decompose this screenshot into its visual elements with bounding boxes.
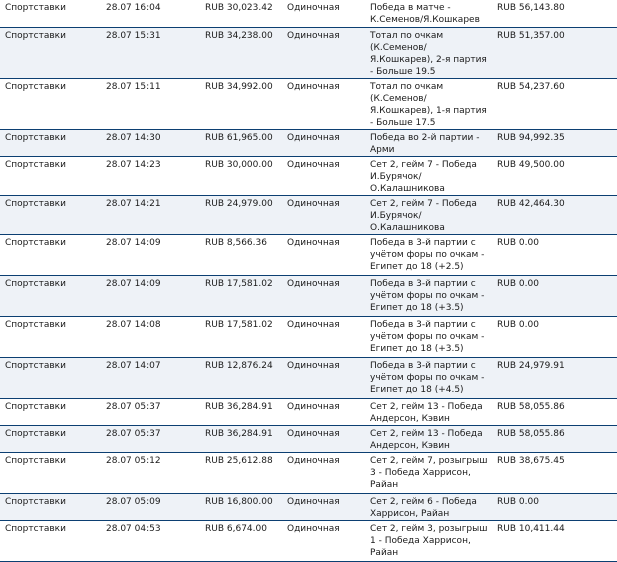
bet-stake-cell: RUB 17,581.02 xyxy=(200,275,282,316)
bet-date-cell: 28.07 05:37 xyxy=(101,425,200,452)
bet-stake-cell: RUB 30,023.42 xyxy=(200,0,282,27)
bet-date-cell: 28.07 16:04 xyxy=(101,0,200,27)
bet-stake-cell: RUB 36,284.91 xyxy=(200,425,282,452)
bet-payout-cell: RUB 51,357.00 xyxy=(492,27,617,78)
bet-type-cell: Спортставки xyxy=(0,452,101,493)
bet-event-cell: Победа в 3-й партии с учётом форы по очкам - Египет до 18 (+2.5) xyxy=(365,234,492,275)
bet-event-cell: Сет 2, гейм 7 - Победа И.Бурячок/О.Калашникова xyxy=(365,195,492,234)
bet-date-cell: 28.07 15:31 xyxy=(101,27,200,78)
bet-row[interactable] xyxy=(0,452,617,493)
bet-stake-cell: RUB 12,876.24 xyxy=(200,357,282,398)
bet-type-cell: Спортставки xyxy=(0,316,101,357)
bet-type-cell: Спортставки xyxy=(0,357,101,398)
bet-kind-cell: Одиночная xyxy=(282,520,365,561)
bet-kind-cell: Одиночная xyxy=(282,234,365,275)
bet-type-cell: Спортставки xyxy=(0,275,101,316)
bet-date-cell: 28.07 14:23 xyxy=(101,156,200,195)
bet-payout-cell: RUB 54,237.60 xyxy=(492,78,617,129)
bet-payout-cell: RUB 0.00 xyxy=(492,275,617,316)
bet-payout-cell: RUB 56,143.80 xyxy=(492,0,617,27)
bet-kind-cell: Одиночная xyxy=(282,493,365,520)
bet-kind-cell: Одиночная xyxy=(282,156,365,195)
bet-date-cell: 28.07 14:08 xyxy=(101,316,200,357)
bet-stake-cell: RUB 34,238.00 xyxy=(200,27,282,78)
bet-payout-cell: RUB 10,411.44 xyxy=(492,520,617,561)
bet-date-cell: 28.07 15:11 xyxy=(101,78,200,129)
bet-payout-cell: RUB 42,464.30 xyxy=(492,195,617,234)
bet-stake-cell: RUB 36,284.91 xyxy=(200,398,282,425)
bet-date-cell: 28.07 14:30 xyxy=(101,129,200,156)
bet-row[interactable] xyxy=(0,195,617,234)
bet-event-cell: Победа в 3-й партии с учётом форы по очкам - Египет до 18 (+4.5) xyxy=(365,357,492,398)
bet-event-cell: Победа в 3-й партии с учётом форы по очкам - Египет до 18 (+3.5) xyxy=(365,275,492,316)
bet-event-cell: Победа во 2-й партии - Арми xyxy=(365,129,492,156)
bet-event-cell: Сет 2, гейм 13 - Победа Андерсон, Кэвин xyxy=(365,398,492,425)
bet-date-cell: 28.07 14:21 xyxy=(101,195,200,234)
bet-stake-cell: RUB 34,992.00 xyxy=(200,78,282,129)
bet-date-cell: 28.07 05:37 xyxy=(101,398,200,425)
bet-stake-cell: RUB 17,581.02 xyxy=(200,316,282,357)
bet-event-cell: Сет 2, гейм 6 - Победа Харрисон, Райан xyxy=(365,493,492,520)
bet-kind-cell: Одиночная xyxy=(282,316,365,357)
bet-row[interactable] xyxy=(0,357,617,398)
bet-date-cell: 28.07 14:09 xyxy=(101,275,200,316)
bet-row[interactable] xyxy=(0,156,617,195)
bet-kind-cell: Одиночная xyxy=(282,129,365,156)
bet-event-cell: Победа в 3-й партии с учётом форы по очкам - Египет до 18 (+3.5) xyxy=(365,316,492,357)
bet-stake-cell: RUB 16,800.00 xyxy=(200,493,282,520)
bet-row[interactable] xyxy=(0,493,617,520)
bet-stake-cell: RUB 30,000.00 xyxy=(200,156,282,195)
bet-payout-cell: RUB 38,675.45 xyxy=(492,452,617,493)
bet-type-cell: Спортставки xyxy=(0,493,101,520)
bet-date-cell: 28.07 14:09 xyxy=(101,234,200,275)
bet-row[interactable] xyxy=(0,425,617,452)
bet-event-cell: Победа в матче - К.Семенов/Я.Кошкарев xyxy=(365,0,492,27)
bet-stake-cell: RUB 61,965.00 xyxy=(200,129,282,156)
bet-kind-cell: Одиночная xyxy=(282,27,365,78)
bet-row[interactable] xyxy=(0,27,617,78)
bet-event-cell: Сет 2, гейм 13 - Победа Андерсон, Кэвин xyxy=(365,425,492,452)
bet-event-cell: Тотал по очкам (К.Семенов/Я.Кошкарев), 1-я партия - Больше 17.5 xyxy=(365,78,492,129)
bet-stake-cell: RUB 24,979.00 xyxy=(200,195,282,234)
bet-date-cell: 28.07 05:09 xyxy=(101,493,200,520)
bet-type-cell: Спортставки xyxy=(0,78,101,129)
bet-type-cell: Спортставки xyxy=(0,398,101,425)
bet-kind-cell: Одиночная xyxy=(282,78,365,129)
bet-row[interactable] xyxy=(0,234,617,275)
bet-payout-cell: RUB 0.00 xyxy=(492,234,617,275)
bet-type-cell: Спортставки xyxy=(0,129,101,156)
bet-payout-cell: RUB 58,055.86 xyxy=(492,425,617,452)
bet-type-cell: Спортставки xyxy=(0,425,101,452)
bet-kind-cell: Одиночная xyxy=(282,398,365,425)
bet-row[interactable] xyxy=(0,520,617,561)
bet-payout-cell: RUB 49,500.00 xyxy=(492,156,617,195)
bet-type-cell: Спортставки xyxy=(0,27,101,78)
bet-kind-cell: Одиночная xyxy=(282,425,365,452)
bet-payout-cell: RUB 0.00 xyxy=(492,493,617,520)
bet-event-cell: Сет 2, гейм 3, розыгрыш 1 - Победа Харрисон, Райан xyxy=(365,520,492,561)
bet-date-cell: 28.07 14:07 xyxy=(101,357,200,398)
bet-stake-cell: RUB 8,566.36 xyxy=(200,234,282,275)
bet-kind-cell: Одиночная xyxy=(282,275,365,316)
bet-type-cell: Спортставки xyxy=(0,520,101,561)
bet-row[interactable] xyxy=(0,316,617,357)
bet-payout-cell: RUB 0.00 xyxy=(492,316,617,357)
bet-date-cell: 28.07 04:53 xyxy=(101,520,200,561)
bet-event-cell: Сет 2, гейм 7, розыгрыш 3 - Победа Харрисон, Райан xyxy=(365,452,492,493)
bet-kind-cell: Одиночная xyxy=(282,195,365,234)
bet-stake-cell: RUB 6,674.00 xyxy=(200,520,282,561)
bet-row[interactable] xyxy=(0,398,617,425)
bet-row[interactable] xyxy=(0,275,617,316)
bet-kind-cell: Одиночная xyxy=(282,452,365,493)
bet-date-cell: 28.07 05:12 xyxy=(101,452,200,493)
bet-row[interactable] xyxy=(0,78,617,129)
bet-type-cell: Спортставки xyxy=(0,0,101,27)
bet-type-cell: Спортставки xyxy=(0,195,101,234)
bet-kind-cell: Одиночная xyxy=(282,0,365,27)
bet-event-cell: Тотал по очкам (К.Семенов/Я.Кошкарев), 2-я партия - Больше 19.5 xyxy=(365,27,492,78)
bet-row[interactable] xyxy=(0,129,617,156)
bet-type-cell: Спортставки xyxy=(0,234,101,275)
bet-kind-cell: Одиночная xyxy=(282,357,365,398)
bet-event-cell: Сет 2, гейм 7 - Победа И.Бурячок/О.Калашникова xyxy=(365,156,492,195)
bet-payout-cell: RUB 58,055.86 xyxy=(492,398,617,425)
bet-payout-cell: RUB 24,979.91 xyxy=(492,357,617,398)
bet-stake-cell: RUB 25,612.88 xyxy=(200,452,282,493)
bet-payout-cell: RUB 94,992.35 xyxy=(492,129,617,156)
bet-type-cell: Спортставки xyxy=(0,156,101,195)
bet-row[interactable] xyxy=(0,0,617,27)
